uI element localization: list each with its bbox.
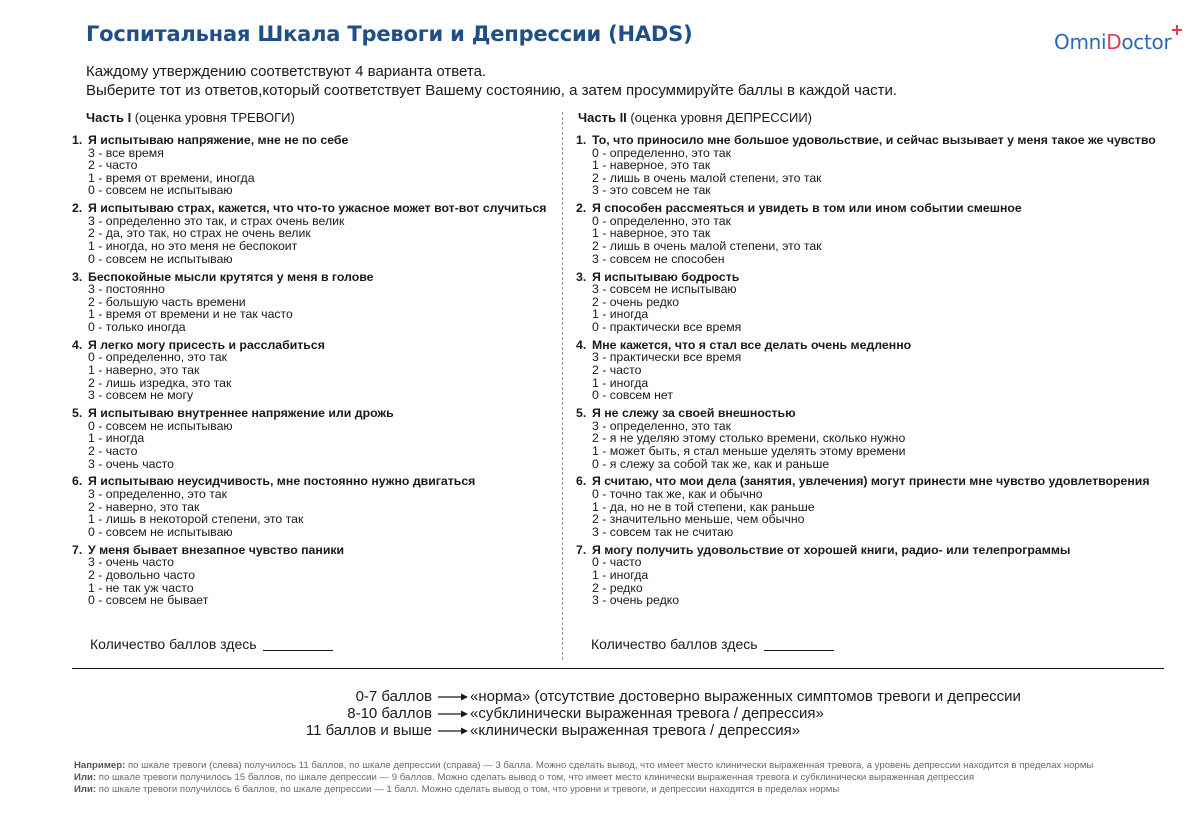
score-label: Количество баллов здесь xyxy=(90,636,257,652)
answer-option[interactable]: 2 - часто xyxy=(88,158,138,173)
instructions xyxy=(86,62,897,100)
question-text: Я могу получить удовольствие от хорошей книги, радио- или телепрограммы xyxy=(592,542,1071,557)
scale-row xyxy=(200,705,1100,723)
question-number: 6. xyxy=(576,474,587,489)
question-block xyxy=(576,339,1176,407)
scale-description: «норма» (отсутствие достоверно выраженных симптомов тревоги и депрессии xyxy=(470,688,1021,705)
answer-option[interactable]: 2 - очень редко xyxy=(592,294,680,309)
arrow-right-icon xyxy=(438,692,468,702)
answer-option[interactable]: 2 - часто xyxy=(88,443,138,458)
answer-option[interactable]: 2 - да, это так, но страх не очень велик xyxy=(88,226,311,241)
answer-option[interactable]: 0 - часто xyxy=(592,555,642,570)
question-text: Я испытываю неусидчивость, мне постоянно нужно двигаться xyxy=(88,474,476,489)
instruction-line: Каждому утверждению соответствуют 4 варианта ответа. xyxy=(86,63,487,80)
score-label: Количество баллов здесь xyxy=(591,636,758,652)
example-note xyxy=(74,760,1093,771)
answer-option[interactable]: 1 - наверное, это так xyxy=(592,226,711,241)
arrow-right-icon xyxy=(438,726,468,736)
anxiety-questions xyxy=(72,134,552,612)
question-number: 4. xyxy=(576,337,587,352)
question-text: Я испытываю внутреннее напряжение или дрожь xyxy=(88,406,394,421)
question-text: Я испытываю напряжение, мне не по себе xyxy=(88,133,349,147)
answer-option[interactable]: 0 - совсем не испытываю xyxy=(88,183,233,198)
logo-text-suffix: octor xyxy=(1121,30,1172,54)
answer-option[interactable]: 3 - очень часто xyxy=(88,456,174,471)
answer-option[interactable]: 3 - совсем не испытываю xyxy=(592,282,737,297)
answer-option[interactable]: 2 - большую часть времени xyxy=(88,294,246,309)
answer-option[interactable]: 2 - лишь в очень малой степени, это так xyxy=(592,239,822,254)
question-heading xyxy=(72,202,552,215)
question-number: 3. xyxy=(576,269,587,284)
answer-option[interactable]: 1 - время от времени и не так часто xyxy=(88,307,293,322)
part-1-title-rest: (оценка уровня ТРЕВОГИ) xyxy=(131,110,295,125)
instruction-line: Выберите тот из ответов,который соответствует Вашему состоянию, а затем просуммируйте баллы в каждой части. xyxy=(86,82,898,99)
answer-option[interactable]: 2 - лишь изредка, это так xyxy=(88,375,232,390)
note-label: Или: xyxy=(74,784,97,795)
question-number: 1. xyxy=(72,133,83,147)
answer-option[interactable]: 3 - совсем не способен xyxy=(592,251,725,266)
answer-option[interactable]: 3 - определенно, это так xyxy=(592,418,732,433)
question-block xyxy=(576,475,1176,543)
answer-option[interactable]: 2 - я не уделяю этому столько времени, сколько нужно xyxy=(592,431,906,446)
answer-option[interactable]: 0 - совсем не бывает xyxy=(88,593,209,608)
question-text: Я способен рассмеяться и увидеть в том или ином событии смешное xyxy=(592,201,1022,216)
answer-option[interactable]: 1 - наверное, это так xyxy=(592,158,711,173)
anxiety-score-field[interactable] xyxy=(90,636,333,652)
answer-option[interactable]: 3 - постоянно xyxy=(88,282,165,297)
question-block xyxy=(72,339,552,407)
question-block xyxy=(72,544,552,612)
scale-description: «клинически выраженная тревога / депрессия» xyxy=(470,722,801,739)
question-block xyxy=(576,407,1176,475)
question-number: 5. xyxy=(72,406,83,421)
answer-option[interactable]: 3 - практически все время xyxy=(592,350,742,365)
answer-option[interactable]: 1 - да, но не в той степени, как раньше xyxy=(592,499,815,514)
omnidoctor-logo xyxy=(1054,25,1182,54)
question-heading xyxy=(576,134,1176,147)
answer-option[interactable]: 2 - довольно часто xyxy=(88,567,196,582)
scale-row xyxy=(200,688,1100,706)
note-text: по шкале тревоги (слева) получилось 11 баллов, по шкале депрессии (справа) — 3 балла. Можно сделать вывод, что имеет место клинически выраженная тревога, а уровень депрессии находится в пределах нормы xyxy=(125,760,1094,771)
answer-option[interactable]: 3 - это совсем не так xyxy=(592,183,711,198)
answer-option[interactable]: 3 - совсем так не считаю xyxy=(592,524,734,539)
answer-option[interactable]: 2 - наверно, это так xyxy=(88,499,200,514)
depression-score-field[interactable] xyxy=(591,636,834,652)
section-divider xyxy=(72,668,1164,669)
note-text: по шкале тревоги получилось 15 баллов, по шкале депрессии — 9 баллов. Можно сделать вывод о том, что имеет место клинически выраженная тревога и субклинически выраженная депрессия xyxy=(96,772,975,783)
question-heading xyxy=(576,202,1176,215)
part-1-title xyxy=(86,110,295,125)
scale-range: 11 баллов и выше xyxy=(305,722,432,739)
question-text: Я считаю, что мои дела (занятия, увлечения) могут принести мне чувство удовлетворения xyxy=(592,474,1150,489)
answer-option[interactable]: 3 - очень редко xyxy=(592,593,680,608)
question-block xyxy=(72,271,552,339)
question-block xyxy=(576,544,1176,612)
scale-row xyxy=(200,722,1100,740)
answer-option[interactable]: 2 - часто xyxy=(592,363,642,378)
part-2-title-bold: Часть II xyxy=(578,110,627,125)
question-heading xyxy=(576,407,1176,420)
answer-option[interactable]: 1 - иногда xyxy=(592,375,649,390)
answer-option[interactable]: 0 - совсем не испытываю xyxy=(88,251,233,266)
answer-option[interactable]: 3 - определенно это так, и страх очень велик xyxy=(88,213,345,228)
note-label: Например: xyxy=(74,760,126,771)
question-text: Мне кажется, что я стал все делать очень медленно xyxy=(592,337,912,352)
question-block xyxy=(72,134,552,202)
answer-option[interactable]: 2 - лишь в очень малой степени, это так xyxy=(592,170,822,185)
question-block xyxy=(576,271,1176,339)
question-block xyxy=(72,407,552,475)
answer-option[interactable]: 1 - иногда xyxy=(88,431,145,446)
answer-option[interactable]: 0 - только иногда xyxy=(88,319,186,334)
answer-option[interactable]: 3 - совсем не могу xyxy=(88,388,194,403)
question-text: Я испытываю страх, кажется, что что-то ужасное может вот-вот случиться xyxy=(88,201,547,216)
question-text: Я легко могу присесть и расслабиться xyxy=(88,337,325,352)
question-number: 7. xyxy=(576,542,587,557)
answer-option[interactable]: 3 - определенно, это так xyxy=(88,487,228,502)
answer-option[interactable]: 1 - иногда, но это меня не беспокоит xyxy=(88,239,298,254)
question-text: То, что приносило мне большое удовольствие, и сейчас вызывает у меня такое же чувство xyxy=(592,133,1156,147)
answer-option[interactable]: 1 - не так уж часто xyxy=(88,580,194,595)
page-title: Госпитальная Шкала Тревоги и Депрессии (HADS) xyxy=(86,22,693,46)
answer-option[interactable]: 3 - все время xyxy=(88,145,164,160)
column-divider xyxy=(562,112,563,660)
answer-option[interactable]: 2 - редко xyxy=(592,580,643,595)
answer-option[interactable]: 0 - точно так же, как и обычно xyxy=(592,487,763,502)
note-label: Или: xyxy=(74,772,97,783)
scale-range: 8-10 баллов xyxy=(347,705,432,722)
question-heading xyxy=(72,407,552,420)
note-text: по шкале тревоги получилось 6 баллов, по шкале депрессии — 1 балл. Можно сделать вывод о том, что уровни и тревоги, и депрессии находятся в пределах нормы xyxy=(96,784,840,795)
answer-option[interactable]: 1 - может быть, я стал меньше уделять этому времени xyxy=(592,443,906,458)
answer-option[interactable]: 0 - определенно, это так xyxy=(88,350,228,365)
example-note xyxy=(74,772,974,783)
question-number: 2. xyxy=(72,201,83,216)
answer-option[interactable]: 3 - очень часто xyxy=(88,555,174,570)
answer-option[interactable]: 0 - практически все время xyxy=(592,319,742,334)
answer-option[interactable]: 2 - значительно меньше, чем обычно xyxy=(592,512,805,527)
answer-option[interactable]: 1 - время от времени, иногда xyxy=(88,170,255,185)
question-number: 3. xyxy=(72,269,83,284)
question-text: Я не слежу за своей внешностью xyxy=(592,406,796,421)
answer-option[interactable]: 0 - совсем нет xyxy=(592,388,673,403)
depression-questions xyxy=(576,134,1176,612)
example-note xyxy=(74,784,839,795)
scale-description: «субклинически выраженная тревога / депрессия» xyxy=(470,705,824,722)
question-number: 1. xyxy=(576,133,587,147)
question-text: Я испытываю бодрость xyxy=(592,269,740,284)
answer-option[interactable]: 0 - я слежу за собой так же, как и раньше xyxy=(592,456,830,471)
question-number: 5. xyxy=(576,406,587,421)
question-block xyxy=(72,202,552,270)
part-1-title-bold: Часть I xyxy=(86,110,132,125)
question-block xyxy=(576,202,1176,270)
score-blank-line[interactable] xyxy=(764,650,834,651)
answer-option[interactable]: 0 - определенно, это так xyxy=(592,213,732,228)
answer-option[interactable]: 0 - совсем не испытываю xyxy=(88,418,233,433)
arrow-right-icon xyxy=(438,709,468,719)
part-2-title xyxy=(578,110,812,125)
question-number: 4. xyxy=(72,337,83,352)
answer-option[interactable]: 0 - определенно, это так xyxy=(592,145,732,160)
logo-text-accent: D xyxy=(1106,30,1122,54)
question-number: 7. xyxy=(72,542,83,557)
logo-text-prefix: Omni xyxy=(1054,30,1107,54)
question-number: 2. xyxy=(576,201,587,216)
answer-option[interactable]: 1 - лишь в некоторой степени, это так xyxy=(88,512,304,527)
question-number: 6. xyxy=(72,474,83,489)
question-text: У меня бывает внезапное чувство паники xyxy=(88,542,345,557)
question-heading xyxy=(576,544,1176,557)
answer-option[interactable]: 1 - иногда xyxy=(592,567,649,582)
scale-range: 0-7 баллов xyxy=(355,688,432,705)
answer-option[interactable]: 0 - совсем не испытываю xyxy=(88,524,233,539)
part-2-title-rest: (оценка уровня ДЕПРЕССИИ) xyxy=(626,110,812,125)
question-block xyxy=(576,134,1176,202)
medical-cross-icon xyxy=(1172,25,1182,35)
answer-option[interactable]: 1 - иногда xyxy=(592,307,649,322)
question-block xyxy=(72,475,552,543)
question-heading xyxy=(72,134,552,147)
score-blank-line[interactable] xyxy=(263,650,333,651)
answer-option[interactable]: 1 - наверно, это так xyxy=(88,363,200,378)
question-text: Беспокойные мысли крутятся у меня в голове xyxy=(88,269,374,284)
